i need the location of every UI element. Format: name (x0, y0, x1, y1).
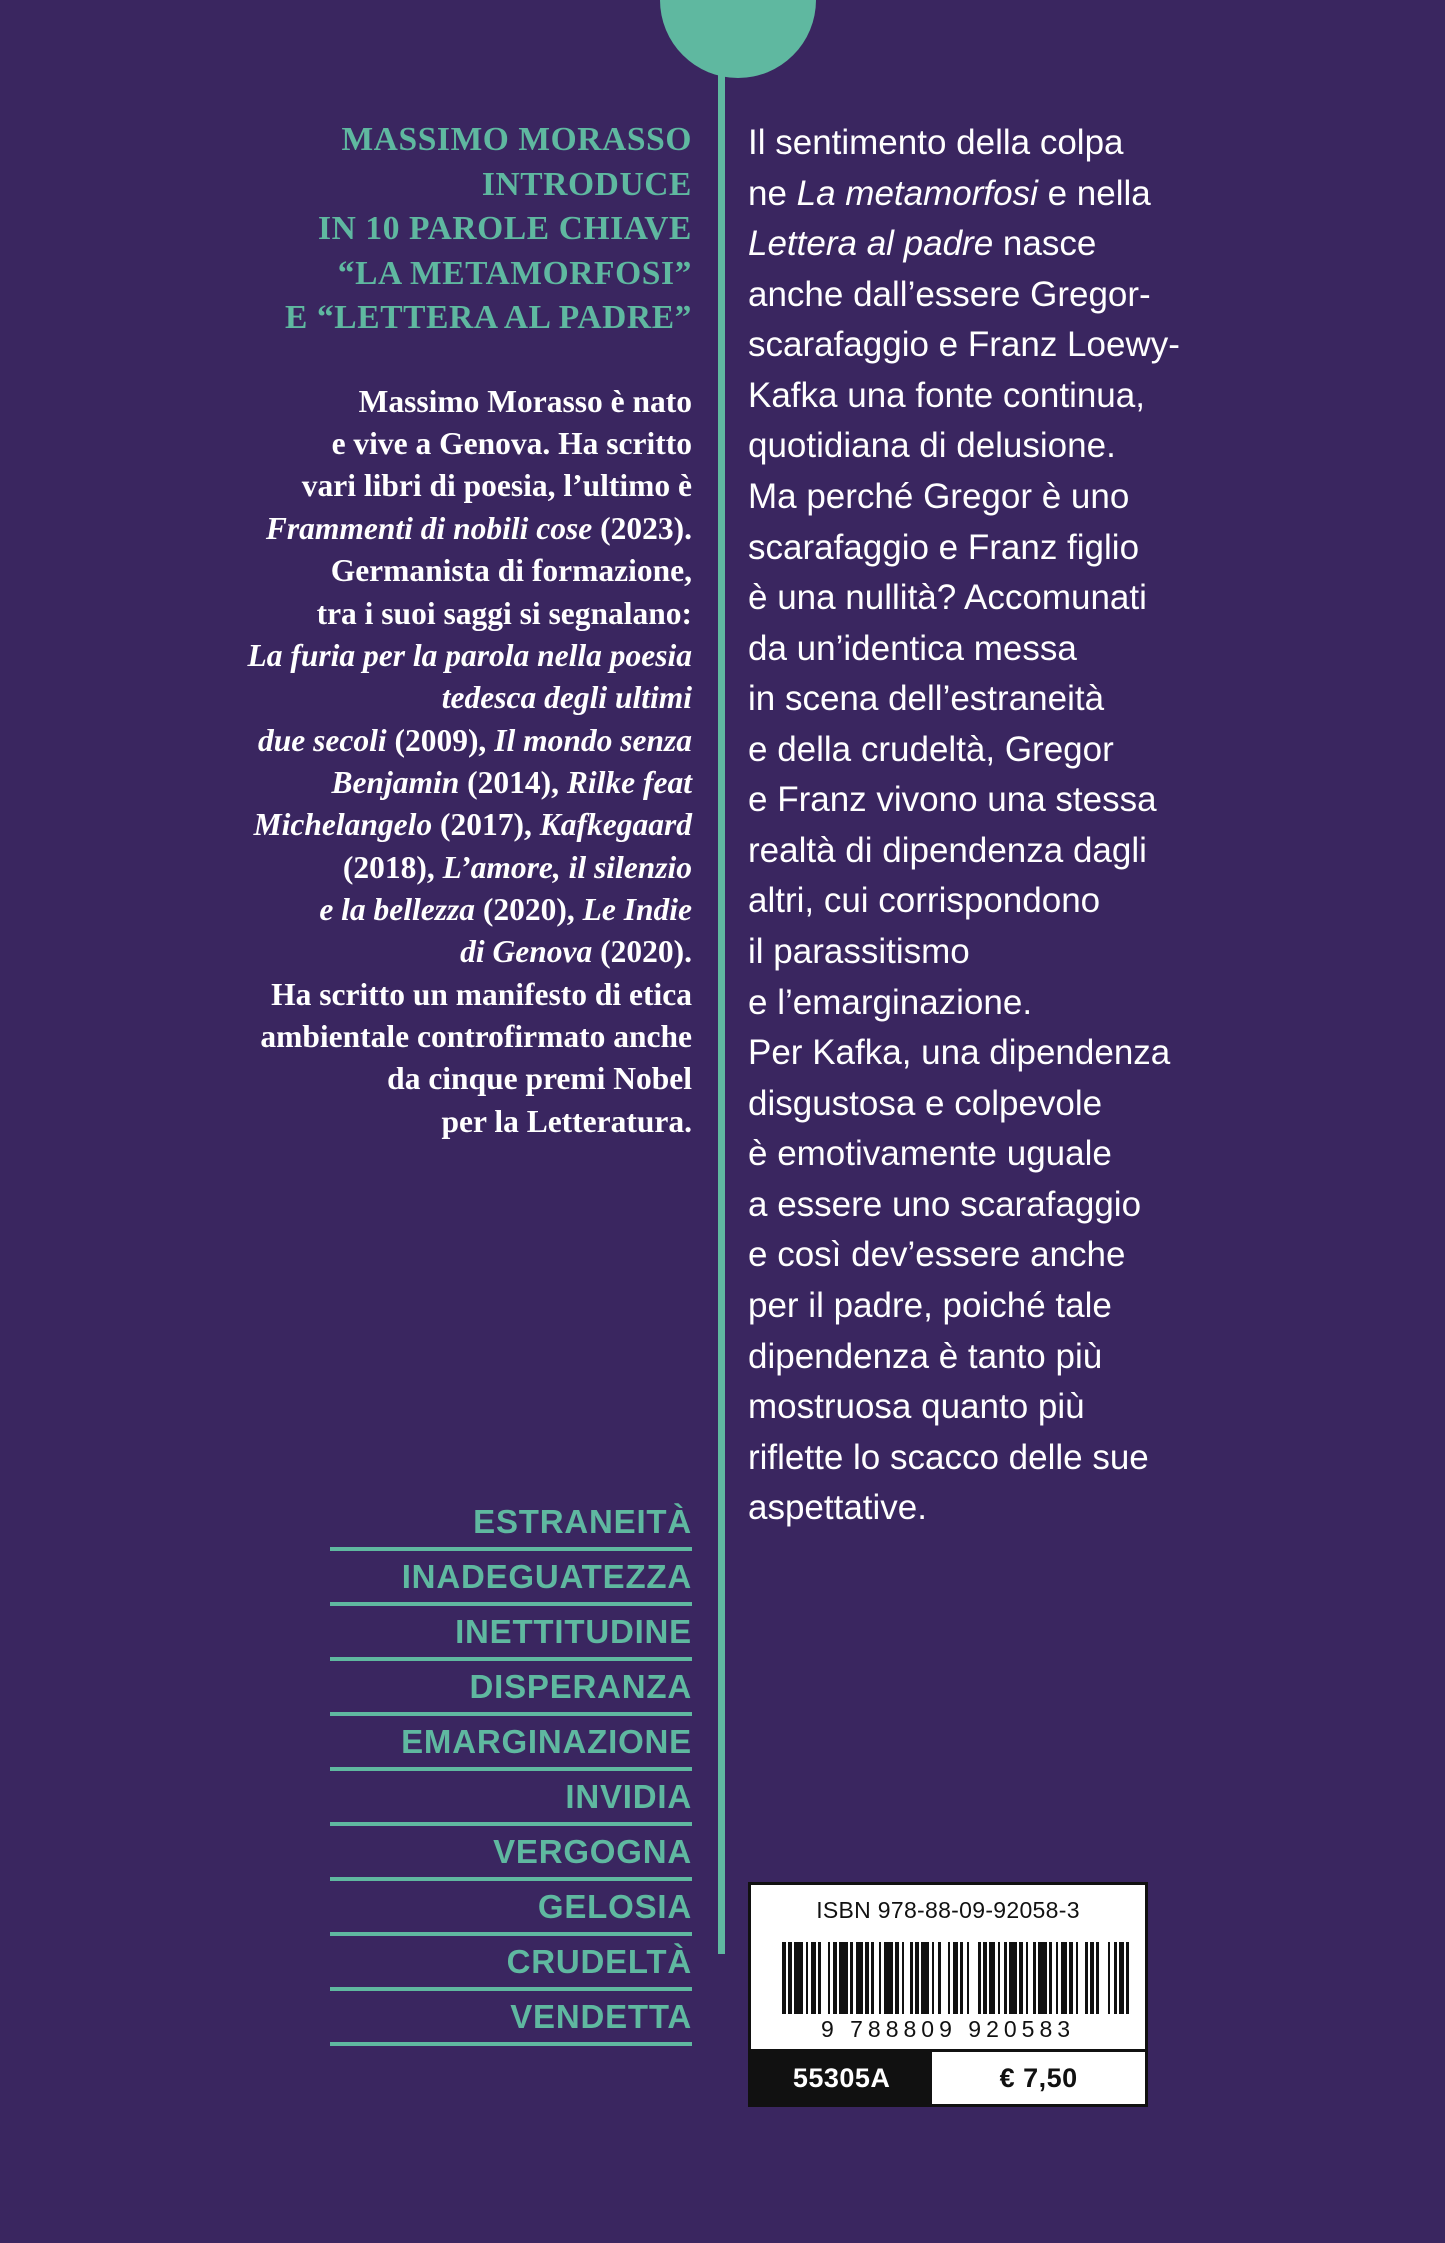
blurb-line: Lettera al padre nasce (748, 224, 1097, 264)
bio-line: Benjamin (2014), Rilke feat (331, 764, 692, 800)
bio-line: Frammenti di nobili cose (2023). (265, 510, 692, 546)
keyword-list (330, 1505, 692, 2046)
blurb-line: e l’emarginazione. (748, 982, 1033, 1022)
blurb-line: e così dev’essere anche (748, 1235, 1126, 1275)
barcode-upper (751, 1885, 1145, 2049)
author-bio-block (60, 341, 692, 1143)
blurb-line: Kafka una fonte continua, (748, 375, 1145, 415)
blurb-line: in scena dell’estraneità (748, 679, 1105, 719)
bio-line: e la bellezza (2020), Le Indie (319, 892, 692, 928)
barcode-digits: 9 788809 920583 (820, 2016, 1076, 2042)
bio-line: Massimo Morasso è nato (358, 383, 692, 419)
blurb-line: anche dall’essere Gregor- (748, 274, 1151, 314)
keyword-item: INADEGUATEZZA (330, 1560, 692, 1606)
headline-line: E “LETTERA AL PADRE” (285, 299, 692, 337)
headline-block (60, 118, 692, 341)
keyword-item: VENDETTA (330, 2000, 692, 2046)
blurb-line: riflette lo scacco delle sue (748, 1437, 1149, 1477)
bio-line: (2018), L’amore, il silenzio (342, 849, 692, 885)
blurb-line: disgustosa e colpevole (748, 1083, 1103, 1123)
product-code: 55305A (751, 2052, 932, 2104)
bio-line: vari libri di poesia, l’ultimo è (301, 468, 692, 504)
blurb-line: Il sentimento della colpa (748, 123, 1124, 162)
headline-line: INTRODUCE (481, 165, 692, 203)
blurb-line: da un’identica messa (748, 628, 1077, 668)
bio-line: ambientale controfirmato anche (260, 1019, 692, 1055)
vertical-divider-line (718, 74, 725, 1954)
blurb-text (748, 118, 1388, 1534)
blurb-line: ne La metamorfosi e nella (748, 173, 1151, 213)
bio-line: da cinque premi Nobel (387, 1061, 692, 1097)
blurb-line: Ma perché Gregor è uno (748, 476, 1130, 516)
blurb-line: dipendenza è tanto più (748, 1336, 1103, 1376)
blurb-line: altri, cui corrispondono (748, 881, 1101, 921)
bio-line: per la Letteratura. (441, 1103, 692, 1139)
barcode-block (748, 1882, 1148, 2107)
isbn-label: ISBN 978-88-09-92058-3 (816, 1897, 1080, 1923)
bio-line: La furia per la parola nella poesia (247, 637, 692, 673)
keyword-item: INVIDIA (330, 1780, 692, 1826)
blurb-line: a essere uno scarafaggio (748, 1184, 1142, 1224)
blurb-line: Per Kafka, una dipendenza (748, 1033, 1171, 1073)
bio-line: e vive a Genova. Ha scritto (331, 426, 692, 462)
blurb-line: scarafaggio e Franz Loewy- (748, 325, 1180, 365)
price-label: € 7,50 (932, 2052, 1145, 2104)
headline-line: MASSIMO MORASSO (341, 121, 692, 158)
left-column (60, 118, 692, 1143)
blurb-line: il parassitismo (748, 932, 970, 971)
keyword-item: CRUDELTÀ (330, 1945, 692, 1991)
headline-line: IN 10 PAROLE CHIAVE (317, 210, 692, 248)
bio-line: tra i suoi saggi si segnalano: (316, 595, 692, 631)
keyword-item: EMARGINAZIONE (330, 1725, 692, 1771)
keyword-item: ESTRANEITÀ (330, 1505, 692, 1551)
right-column (748, 118, 1388, 1534)
blurb-line: e della crudeltà, Gregor (748, 729, 1114, 769)
medallion-decoration (660, 0, 816, 78)
keyword-item: INETTITUDINE (330, 1615, 692, 1661)
barcode-bars (761, 1930, 1135, 2014)
blurb-line: quotidiana di delusione. (748, 426, 1116, 466)
keyword-item: VERGOGNA (330, 1835, 692, 1881)
blurb-line: e Franz vivono una stessa (748, 780, 1157, 820)
keyword-item: DISPERANZA (330, 1670, 692, 1716)
bio-line: Michelangelo (2017), Kafkegaard (253, 807, 692, 843)
keyword-item: GELOSIA (330, 1890, 692, 1936)
blurb-line: è emotivamente uguale (748, 1134, 1112, 1174)
bio-line: tedesca degli ultimi (441, 680, 692, 716)
blurb-line: mostruosa quanto più (748, 1387, 1085, 1427)
bio-line: di Genova (2020). (460, 934, 692, 970)
barcode-lower (751, 2049, 1145, 2104)
bio-line: Ha scritto un manifesto di etica (271, 976, 692, 1012)
bio-line: due secoli (2009), Il mondo senza (257, 722, 692, 758)
blurb-line: è una nullità? Accomunati (748, 578, 1147, 618)
blurb-line: realtà di dipendenza dagli (748, 830, 1147, 870)
blurb-line: aspettative. (748, 1488, 927, 1528)
bio-line: Germanista di formazione, (330, 553, 692, 589)
blurb-line: per il padre, poiché tale (748, 1285, 1112, 1325)
headline-line: “LA METAMORFOSI” (337, 254, 692, 292)
blurb-line: scarafaggio e Franz figlio (748, 527, 1140, 567)
